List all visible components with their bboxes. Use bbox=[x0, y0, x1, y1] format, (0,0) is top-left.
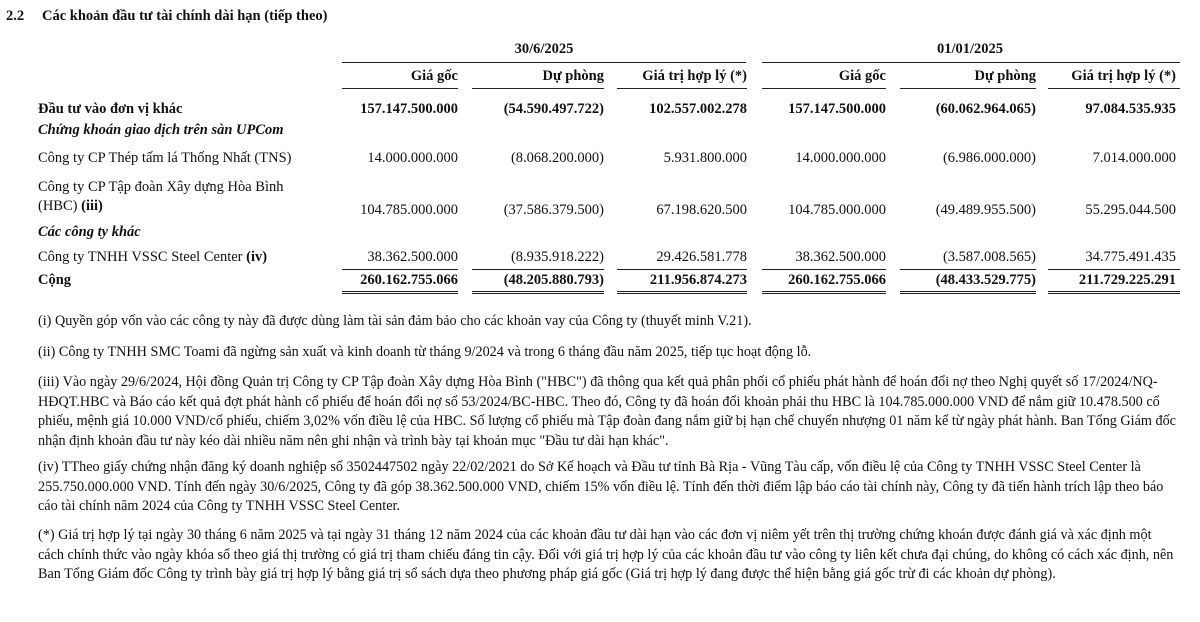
note-text: TTheo giấy chứng nhận đăng ký doanh nghiệp số 3502447502 ngày 22/02/2021 do Sở Kế hoạch và Đầu tư tỉnh Bà Rịa - Vũng Tàu cấp, vốn điều lệ của Công ty TNHH VSSC Steel Center là 255.750.000.000 VND. Tính đến ngày 30/6/2025, Công ty đã góp 38.362.500.000 VND, chiếm 15% vốn điều lệ. Tính đến thời điểm lập báo cáo tài chính này, Công ty đã tiến hành trích lập theo báo cáo tài chính năm 2024 của Công ty TNHH VSSC Steel Center. bbox=[38, 459, 1164, 514]
total-double-rule bbox=[472, 291, 604, 294]
cell-cost-2024: 157.147.500.000 bbox=[788, 101, 886, 117]
note-text: Giá trị hợp lý tại ngày 30 tháng 6 năm 2025 và tại ngày 31 tháng 12 năm 2024 của các khoản đầu tư dài hạn vào các đơn vị niêm yết trên thị trường chứng khoán được đánh giá và xác định một cách chính thức vào ngày khóa sổ theo giá thị trường có giá trị tham chiếu đáng tin cậy. Đối với giá trị hợp lý của các khoản đầu tư vào công ty liên kết chưa đại chúng, do không có cách xác định, nên Ban Tổng Giám đốc Công ty trình bày giá trị hợp lý bằng giá trị sổ sách dựa theo phương pháp giá gốc (Giá trị hợp lý đang được thể hiện bằng giá gốc trừ đi các khoản dự phòng). bbox=[38, 527, 1174, 582]
total-double-rule bbox=[1048, 291, 1180, 294]
cell-fair-value-2024: 7.014.000.000 bbox=[1092, 150, 1176, 166]
row-label: Cộng bbox=[38, 272, 72, 288]
cell-provision-2024: (3.587.008.565) bbox=[942, 249, 1036, 265]
cell-fair-value-2025: 67.198.620.500 bbox=[656, 202, 747, 218]
header-underline bbox=[617, 88, 747, 89]
row-label-line1: Công ty CP Tập đoàn Xây dựng Hòa Bình bbox=[38, 179, 284, 195]
cell-fair-value-2025: 5.931.800.000 bbox=[663, 150, 747, 166]
cell-fair-value-2025: 211.956.874.273 bbox=[649, 272, 747, 288]
column-header-fair-value: Giá trị hợp lý (*) bbox=[642, 68, 747, 84]
cell-cost-2024: 14.000.000.000 bbox=[795, 150, 886, 166]
column-header-provision: Dự phòng bbox=[542, 68, 604, 84]
note-tag: (iv) bbox=[38, 459, 59, 475]
header-underline bbox=[900, 88, 1036, 89]
row-label-line2: (HBC) bbox=[38, 198, 82, 214]
row-label: Chứng khoán giao dịch trên sàn UPCom bbox=[38, 122, 284, 138]
total-double-rule bbox=[617, 291, 747, 294]
cell-fair-value-2024: 211.729.225.291 bbox=[1078, 272, 1176, 288]
cell-provision-2024: (6.986.000.000) bbox=[942, 150, 1036, 166]
header-underline bbox=[472, 88, 604, 89]
cell-provision-2025: (54.590.497.722) bbox=[503, 101, 604, 117]
total-double-rule bbox=[900, 291, 1036, 294]
note-ref-iii: (iii) bbox=[81, 198, 103, 214]
cell-fair-value-2025: 29.426.581.778 bbox=[656, 249, 747, 265]
cell-cost-2025: 14.000.000.000 bbox=[367, 150, 458, 166]
note-i bbox=[38, 312, 1180, 332]
total-top-rule bbox=[1048, 269, 1180, 270]
note-text: Quyền góp vốn vào các công ty này đã được dùng làm tài sản đảm bảo cho các khoản vay của Công ty (thuyết minh V.21). bbox=[54, 313, 752, 329]
column-header-cost: Giá gốc bbox=[838, 68, 886, 84]
cell-provision-2025: (37.586.379.500) bbox=[503, 202, 604, 218]
cell-fair-value-2024: 55.295.044.500 bbox=[1085, 202, 1176, 218]
note-iv bbox=[38, 458, 1180, 517]
period-underline bbox=[762, 62, 1180, 63]
cell-provision-2024: (49.489.955.500) bbox=[935, 202, 1036, 218]
row-label: Đầu tư vào đơn vị khác bbox=[38, 101, 183, 117]
note-text: Công ty TNHH SMC Toami đã ngừng sản xuất và kinh doanh từ tháng 9/2024 và trong 6 tháng đầu năm 2025, tiếp tục hoạt động lỗ. bbox=[58, 344, 812, 360]
period-header-30-6-2025: 30/6/2025 bbox=[514, 41, 574, 57]
total-top-rule bbox=[900, 269, 1036, 270]
note-tag: (*) bbox=[38, 527, 55, 543]
cell-cost-2025: 104.785.000.000 bbox=[360, 202, 458, 218]
total-top-rule bbox=[472, 269, 604, 270]
cell-fair-value-2025: 102.557.002.278 bbox=[649, 101, 747, 117]
header-underline bbox=[762, 88, 886, 89]
total-top-rule bbox=[617, 269, 747, 270]
cell-cost-2025: 38.362.500.000 bbox=[367, 249, 458, 265]
note-tag: (ii) bbox=[38, 344, 56, 360]
note-ii bbox=[38, 343, 1180, 363]
cell-provision-2025: (8.935.918.222) bbox=[510, 249, 604, 265]
total-top-rule bbox=[762, 269, 886, 270]
row-label bbox=[38, 178, 338, 216]
header-underline bbox=[1048, 88, 1180, 89]
column-header-provision: Dự phòng bbox=[974, 68, 1036, 84]
note-tag: (iii) bbox=[38, 374, 60, 390]
cell-cost-2025: 157.147.500.000 bbox=[360, 101, 458, 117]
cell-cost-2025: 260.162.755.066 bbox=[360, 272, 458, 288]
row-label-text: Công ty TNHH VSSC Steel Center bbox=[38, 249, 247, 265]
section-heading bbox=[6, 8, 327, 25]
header-underline bbox=[342, 88, 458, 89]
total-double-rule bbox=[762, 291, 886, 294]
cell-cost-2024: 260.162.755.066 bbox=[788, 272, 886, 288]
cell-cost-2024: 38.362.500.000 bbox=[795, 249, 886, 265]
cell-provision-2024: (48.433.529.775) bbox=[935, 272, 1036, 288]
note-star bbox=[38, 526, 1180, 585]
cell-fair-value-2024: 34.775.491.435 bbox=[1085, 249, 1176, 265]
column-header-fair-value: Giá trị hợp lý (*) bbox=[1071, 68, 1176, 84]
period-header-01-01-2025: 01/01/2025 bbox=[936, 41, 1004, 57]
row-label: Các công ty khác bbox=[38, 224, 141, 240]
total-top-rule bbox=[342, 269, 458, 270]
column-header-cost: Giá gốc bbox=[410, 68, 458, 84]
cell-provision-2024: (60.062.964.065) bbox=[935, 101, 1036, 117]
row-label: Công ty CP Thép tấm lá Thống Nhất (TNS) bbox=[38, 150, 292, 166]
note-ref-iv: (iv) bbox=[246, 249, 268, 265]
note-iii bbox=[38, 373, 1180, 451]
note-text: Vào ngày 29/6/2024, Hội đồng Quản trị Công ty CP Tập đoàn Xây dựng Hòa Bình ("HBC") đã thông qua kết quả phân phối cổ phiếu phát hành để hoán đổi nợ theo Nghị quyết số 17/2024/NQ-HĐQT.HBC và Báo cáo kết quả đợt phát hành cổ phiếu để hoán đổi nợ số 53/2024/BC-HBC. Theo đó, Công ty đã hoán đổi khoản phải thu HBC là 104.785.000.000 VND để nắm giữ 10.478.500 cổ phiếu, mệnh giá 10.000 VND/cổ phiếu, chiếm 3,02% vốn điều lệ của HBC. Số lượng cổ phiếu mà Tập đoàn đang nắm giữ bị hạn chế chuyển nhượng 01 năm kể từ ngày phát hành. Ban Tổng Giám đốc nhận định khoản đầu tư này kéo dài nhiều năm nên ghi nhận và trình bày tại khoản mục "Đầu tư dài hạn khác". bbox=[38, 374, 1176, 449]
note-tag: (i) bbox=[38, 313, 52, 329]
cell-provision-2025: (48.205.880.793) bbox=[503, 272, 604, 288]
section-number: 2.2 bbox=[6, 8, 25, 24]
cell-cost-2024: 104.785.000.000 bbox=[788, 202, 886, 218]
cell-provision-2025: (8.068.200.000) bbox=[510, 150, 604, 166]
row-label bbox=[38, 249, 338, 266]
total-double-rule bbox=[342, 291, 458, 294]
section-title: Các khoản đầu tư tài chính dài hạn (tiếp theo) bbox=[42, 8, 328, 24]
period-underline bbox=[342, 62, 746, 63]
cell-fair-value-2024: 97.084.535.935 bbox=[1085, 101, 1176, 117]
